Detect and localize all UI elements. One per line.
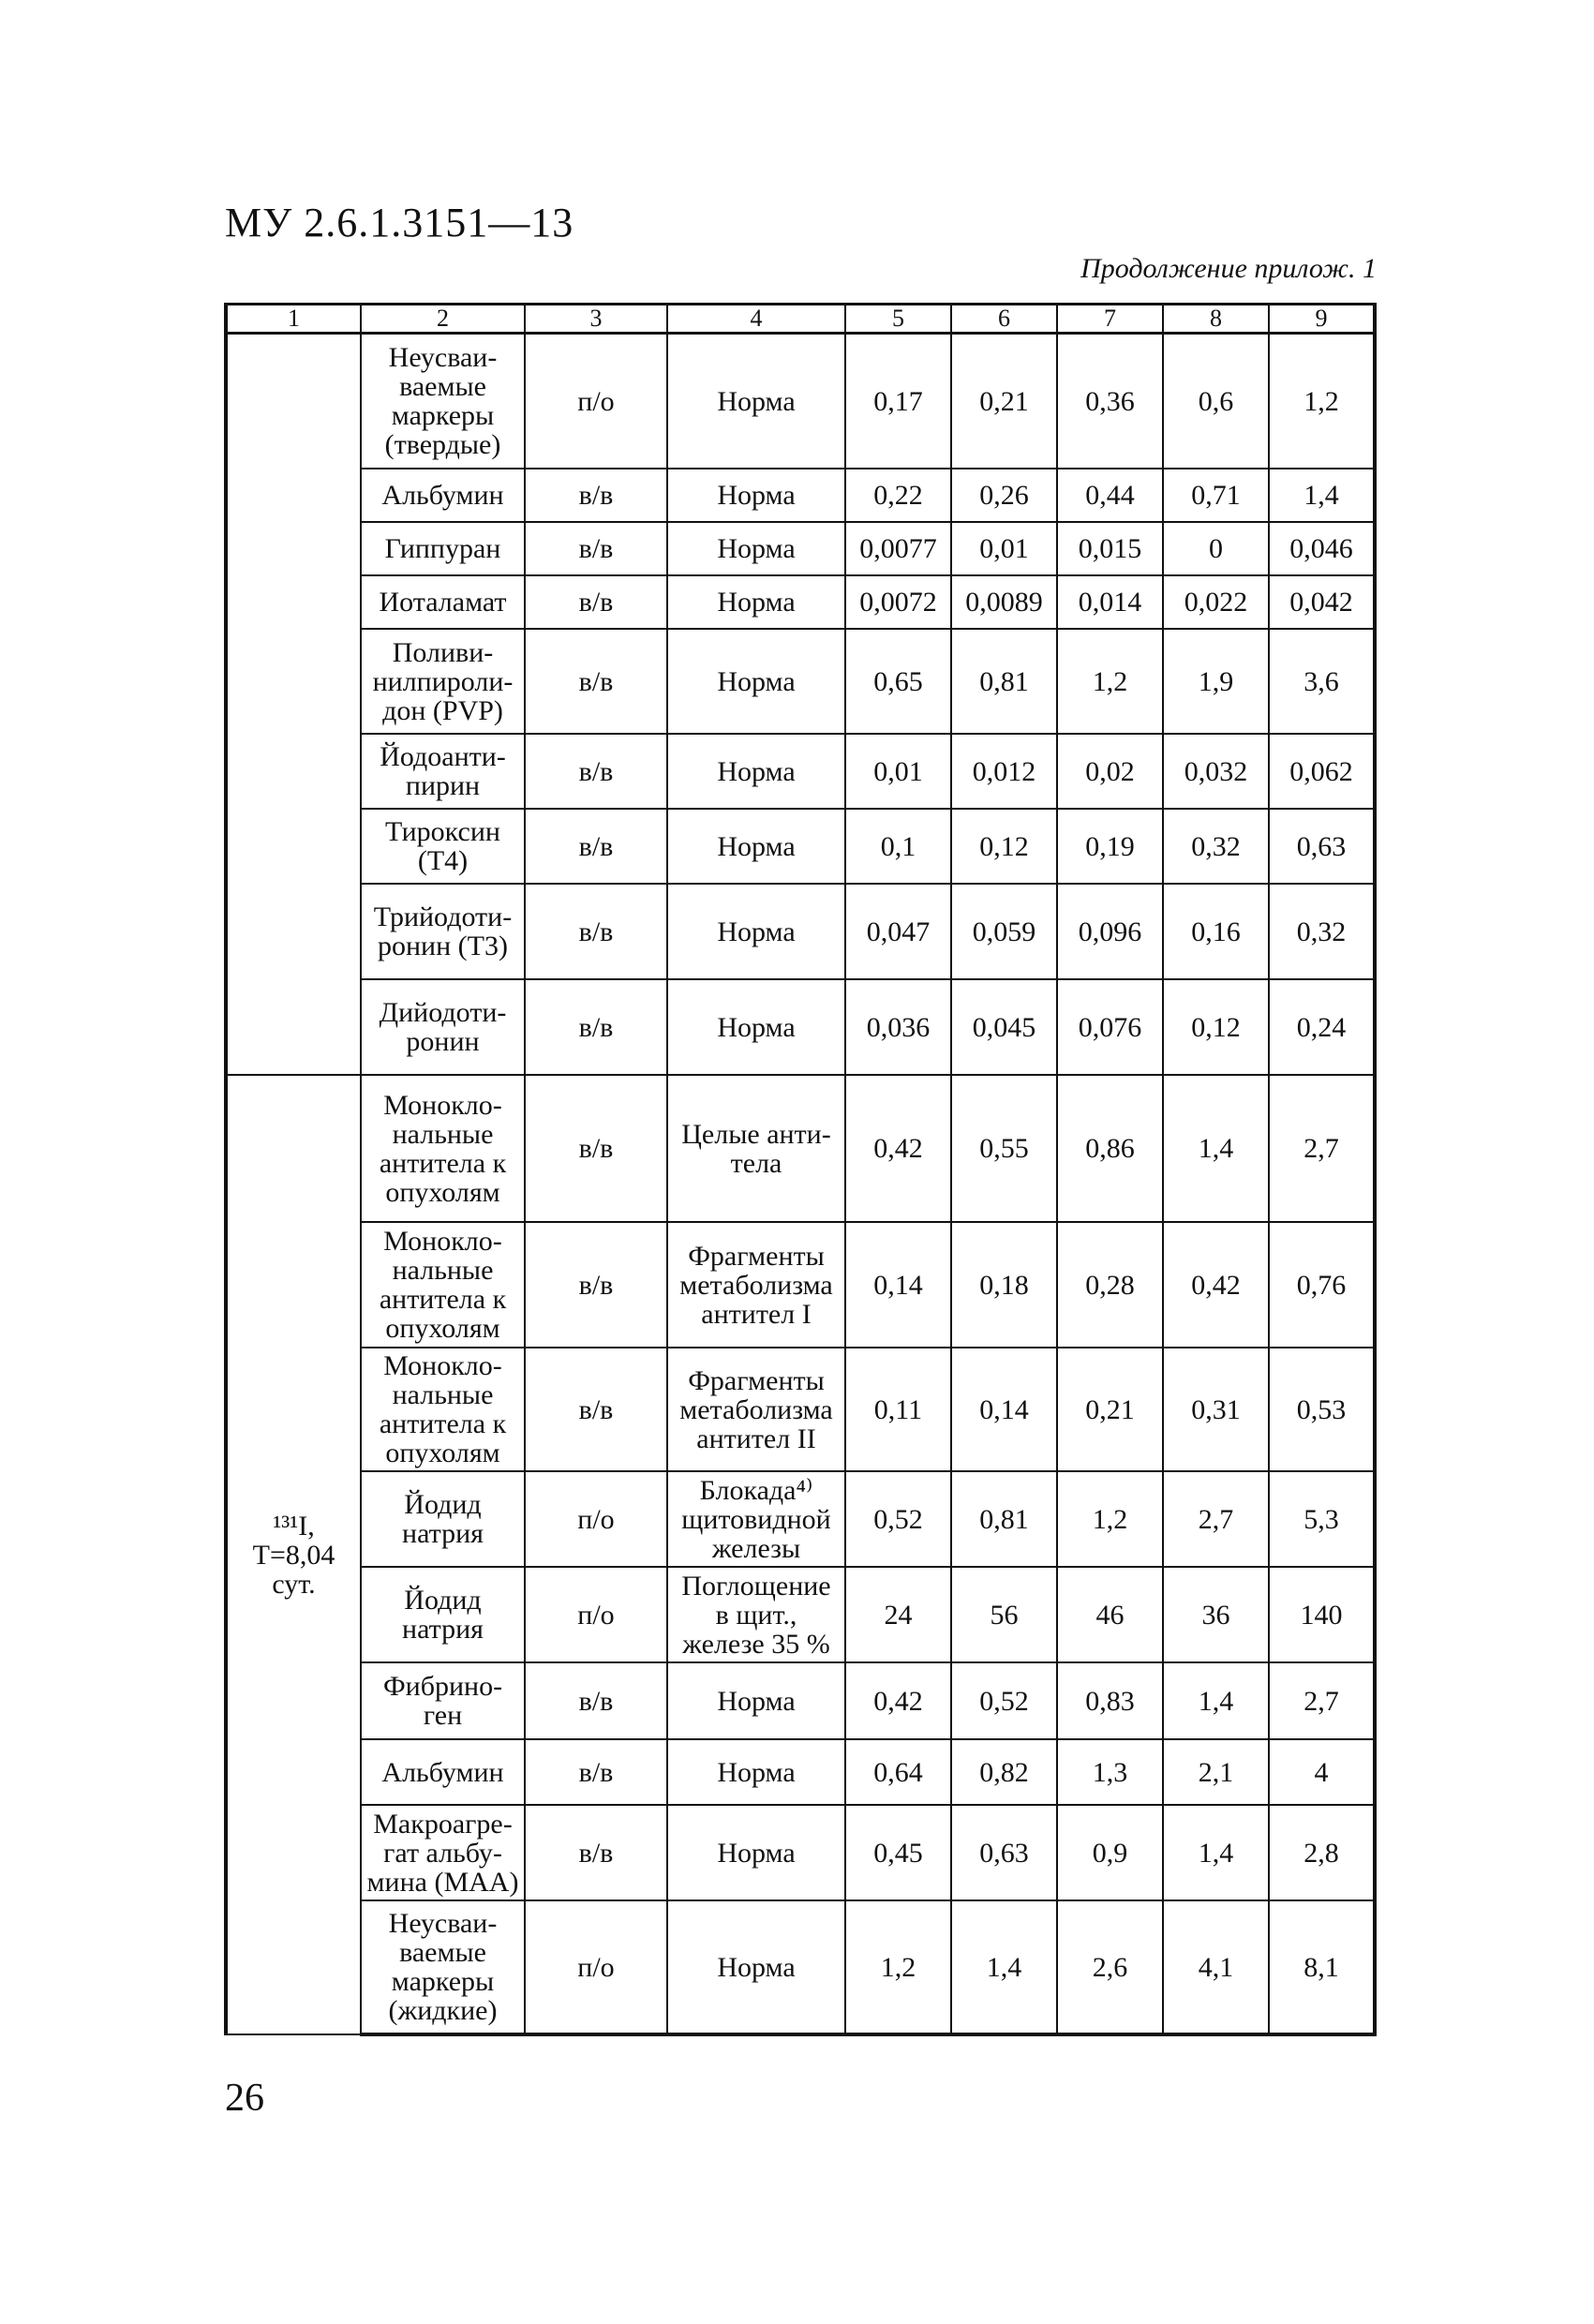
value-cell: 0,014 [1057,575,1163,629]
condition-cell: Норма [667,809,845,884]
value-cell: 0,045 [951,979,1057,1075]
value-cell: 0,83 [1057,1662,1163,1739]
value-cell: 1,2 [1057,1471,1163,1567]
value-cell: 1,2 [1269,334,1375,469]
value-cell: 0,12 [951,809,1057,884]
value-cell: 0,42 [1163,1222,1269,1348]
substance-cell: Фибрино- ген [361,1662,525,1739]
table-row [226,979,1375,1075]
condition-cell: Целые анти- тела [667,1075,845,1222]
value-cell: 0,21 [951,334,1057,469]
value-cell: 56 [951,1567,1057,1662]
substance-cell: Иоталамат [361,575,525,629]
value-cell: 4,1 [1163,1900,1269,2034]
substance-cell: Тироксин (Т4) [361,809,525,884]
table-row [226,1805,1375,1900]
table-row [226,629,1375,734]
value-cell: 0,63 [951,1805,1057,1900]
condition-cell: Норма [667,1805,845,1900]
table-row [226,884,1375,979]
column-header: 2 [361,305,525,334]
table-row [226,1471,1375,1567]
value-cell: 2,7 [1163,1471,1269,1567]
substance-cell: Гиппуран [361,522,525,575]
value-cell: 0,18 [951,1222,1057,1348]
value-cell: 0,015 [1057,522,1163,575]
value-cell: 1,4 [1163,1662,1269,1739]
substance-cell: Трийодоти- ронин (Т3) [361,884,525,979]
route-cell: в/в [525,809,667,884]
condition-cell: Блокада⁴⁾ щитовидной железы [667,1471,845,1567]
value-cell: 2,1 [1163,1739,1269,1805]
substance-cell: Дийодоти- ронин [361,979,525,1075]
nuclide-cell [226,334,361,1076]
value-cell: 0,52 [951,1662,1057,1739]
value-cell: 0,032 [1163,734,1269,809]
substance-cell: Йодид натрия [361,1567,525,1662]
value-cell: 0,042 [1269,575,1375,629]
value-cell: 0,012 [951,734,1057,809]
route-cell: в/в [525,469,667,522]
value-cell: 24 [845,1567,951,1662]
value-cell: 0,046 [1269,522,1375,575]
value-cell: 0,53 [1269,1348,1375,1471]
route-cell: в/в [525,1075,667,1222]
table-row [226,469,1375,522]
value-cell: 0,22 [845,469,951,522]
substance-cell: Монокло- нальные антитела к опухолям [361,1348,525,1471]
route-cell: в/в [525,1739,667,1805]
table-row [226,1567,1375,1662]
route-cell: в/в [525,1805,667,1900]
value-cell: 0,71 [1163,469,1269,522]
table-row [226,809,1375,884]
condition-cell: Норма [667,979,845,1075]
value-cell: 0,9 [1057,1805,1163,1900]
condition-cell: Норма [667,575,845,629]
route-cell: в/в [525,1222,667,1348]
value-cell: 0,19 [1057,809,1163,884]
condition-cell: Норма [667,522,845,575]
value-cell: 0,036 [845,979,951,1075]
value-cell: 0,28 [1057,1222,1163,1348]
table-row [226,1348,1375,1471]
route-cell: п/о [525,1471,667,1567]
value-cell: 0,14 [951,1348,1057,1471]
document-code: МУ 2.6.1.3151—13 [225,200,574,246]
value-cell: 36 [1163,1567,1269,1662]
value-cell: 1,4 [951,1900,1057,2034]
table-row [226,1222,1375,1348]
value-cell: 0,81 [951,1471,1057,1567]
substance-cell: Альбумин [361,1739,525,1805]
route-cell: в/в [525,734,667,809]
value-cell: 0,14 [845,1222,951,1348]
value-cell: 0 [1163,522,1269,575]
value-cell: 0,42 [845,1662,951,1739]
value-cell: 0,32 [1163,809,1269,884]
value-cell: 0,82 [951,1739,1057,1805]
value-cell: 0,63 [1269,809,1375,884]
table-row [226,734,1375,809]
condition-cell: Фрагменты метаболизма антител II [667,1348,845,1471]
value-cell: 0,36 [1057,334,1163,469]
table-row [226,1739,1375,1805]
condition-cell: Норма [667,334,845,469]
route-cell: п/о [525,1567,667,1662]
table-row [226,334,1375,469]
condition-cell: Норма [667,1662,845,1739]
value-cell: 2,7 [1269,1075,1375,1222]
substance-cell: Йодид натрия [361,1471,525,1567]
value-cell: 0,12 [1163,979,1269,1075]
substance-cell: Монокло- нальные антитела к опухолям [361,1222,525,1348]
value-cell: 0,45 [845,1805,951,1900]
condition-cell: Норма [667,1739,845,1805]
value-cell: 0,6 [1163,334,1269,469]
value-cell: 0,0077 [845,522,951,575]
route-cell: п/о [525,1900,667,2034]
column-header: 1 [226,305,361,334]
value-cell: 0,42 [845,1075,951,1222]
value-cell: 2,7 [1269,1662,1375,1739]
route-cell: в/в [525,575,667,629]
value-cell: 1,2 [1057,629,1163,734]
value-cell: 1,4 [1269,469,1375,522]
value-cell: 46 [1057,1567,1163,1662]
value-cell: 0,26 [951,469,1057,522]
route-cell: в/в [525,979,667,1075]
value-cell: 0,1 [845,809,951,884]
condition-cell: Норма [667,469,845,522]
route-cell: в/в [525,522,667,575]
column-header: 9 [1269,305,1375,334]
value-cell: 1,3 [1057,1739,1163,1805]
value-cell: 0,02 [1057,734,1163,809]
value-cell: 1,9 [1163,629,1269,734]
value-cell: 0,24 [1269,979,1375,1075]
value-cell: 0,059 [951,884,1057,979]
value-cell: 1,4 [1163,1805,1269,1900]
substance-cell: Альбумин [361,469,525,522]
value-cell: 0,65 [845,629,951,734]
table-row [226,1900,1375,2034]
value-cell: 0,55 [951,1075,1057,1222]
value-cell: 0,64 [845,1739,951,1805]
substance-cell: Неусваи- ваемые маркеры (твердые) [361,334,525,469]
value-cell: 5,3 [1269,1471,1375,1567]
value-cell: 2,8 [1269,1805,1375,1900]
value-cell: 1,4 [1163,1075,1269,1222]
substance-cell: Макроагре- гат альбу- мина (МАА) [361,1805,525,1900]
value-cell: 3,6 [1269,629,1375,734]
nuclide-cell: ¹³¹I, Т=8,04 сут. [226,1075,361,2034]
value-cell: 140 [1269,1567,1375,1662]
substance-cell: Неусваи- ваемые маркеры (жидкие) [361,1900,525,2034]
value-cell: 0,17 [845,334,951,469]
value-cell: 0,81 [951,629,1057,734]
substance-cell: Монокло- нальные антитела к опухолям [361,1075,525,1222]
value-cell: 0,096 [1057,884,1163,979]
value-cell: 0,21 [1057,1348,1163,1471]
route-cell: в/в [525,1662,667,1739]
page-number: 26 [225,2077,264,2120]
table-row [226,522,1375,575]
value-cell: 1,2 [845,1900,951,2034]
value-cell: 0,31 [1163,1348,1269,1471]
route-cell: в/в [525,884,667,979]
column-header: 3 [525,305,667,334]
column-header: 4 [667,305,845,334]
substance-cell: Поливи- нилпироли- дон (PVP) [361,629,525,734]
value-cell: 0,076 [1057,979,1163,1075]
column-header: 6 [951,305,1057,334]
column-header: 7 [1057,305,1163,334]
condition-cell: Поглощение в щит., железе 35 % [667,1567,845,1662]
column-header: 8 [1163,305,1269,334]
value-cell: 0,062 [1269,734,1375,809]
data-table [224,303,1377,2036]
value-cell: 0,52 [845,1471,951,1567]
value-cell: 0,32 [1269,884,1375,979]
value-cell: 0,01 [951,522,1057,575]
table-row [226,575,1375,629]
continuation-label: Продолжение прилож. 1 [1080,253,1377,284]
value-cell: 0,0089 [951,575,1057,629]
substance-cell: Йодоанти- пирин [361,734,525,809]
value-cell: 8,1 [1269,1900,1375,2034]
table-row [226,1075,1375,1222]
condition-cell: Норма [667,734,845,809]
condition-cell: Норма [667,884,845,979]
value-cell: 0,86 [1057,1075,1163,1222]
column-header: 5 [845,305,951,334]
value-cell: 0,01 [845,734,951,809]
value-cell: 2,6 [1057,1900,1163,2034]
condition-cell: Норма [667,1900,845,2034]
value-cell: 0,022 [1163,575,1269,629]
header-row [226,305,1375,334]
route-cell: п/о [525,334,667,469]
condition-cell: Норма [667,629,845,734]
route-cell: в/в [525,629,667,734]
value-cell: 0,16 [1163,884,1269,979]
value-cell: 0,76 [1269,1222,1375,1348]
condition-cell: Фрагменты метаболизма антител I [667,1222,845,1348]
value-cell: 4 [1269,1739,1375,1805]
value-cell: 0,11 [845,1348,951,1471]
table-row [226,1662,1375,1739]
route-cell: в/в [525,1348,667,1471]
value-cell: 0,0072 [845,575,951,629]
value-cell: 0,047 [845,884,951,979]
value-cell: 0,44 [1057,469,1163,522]
